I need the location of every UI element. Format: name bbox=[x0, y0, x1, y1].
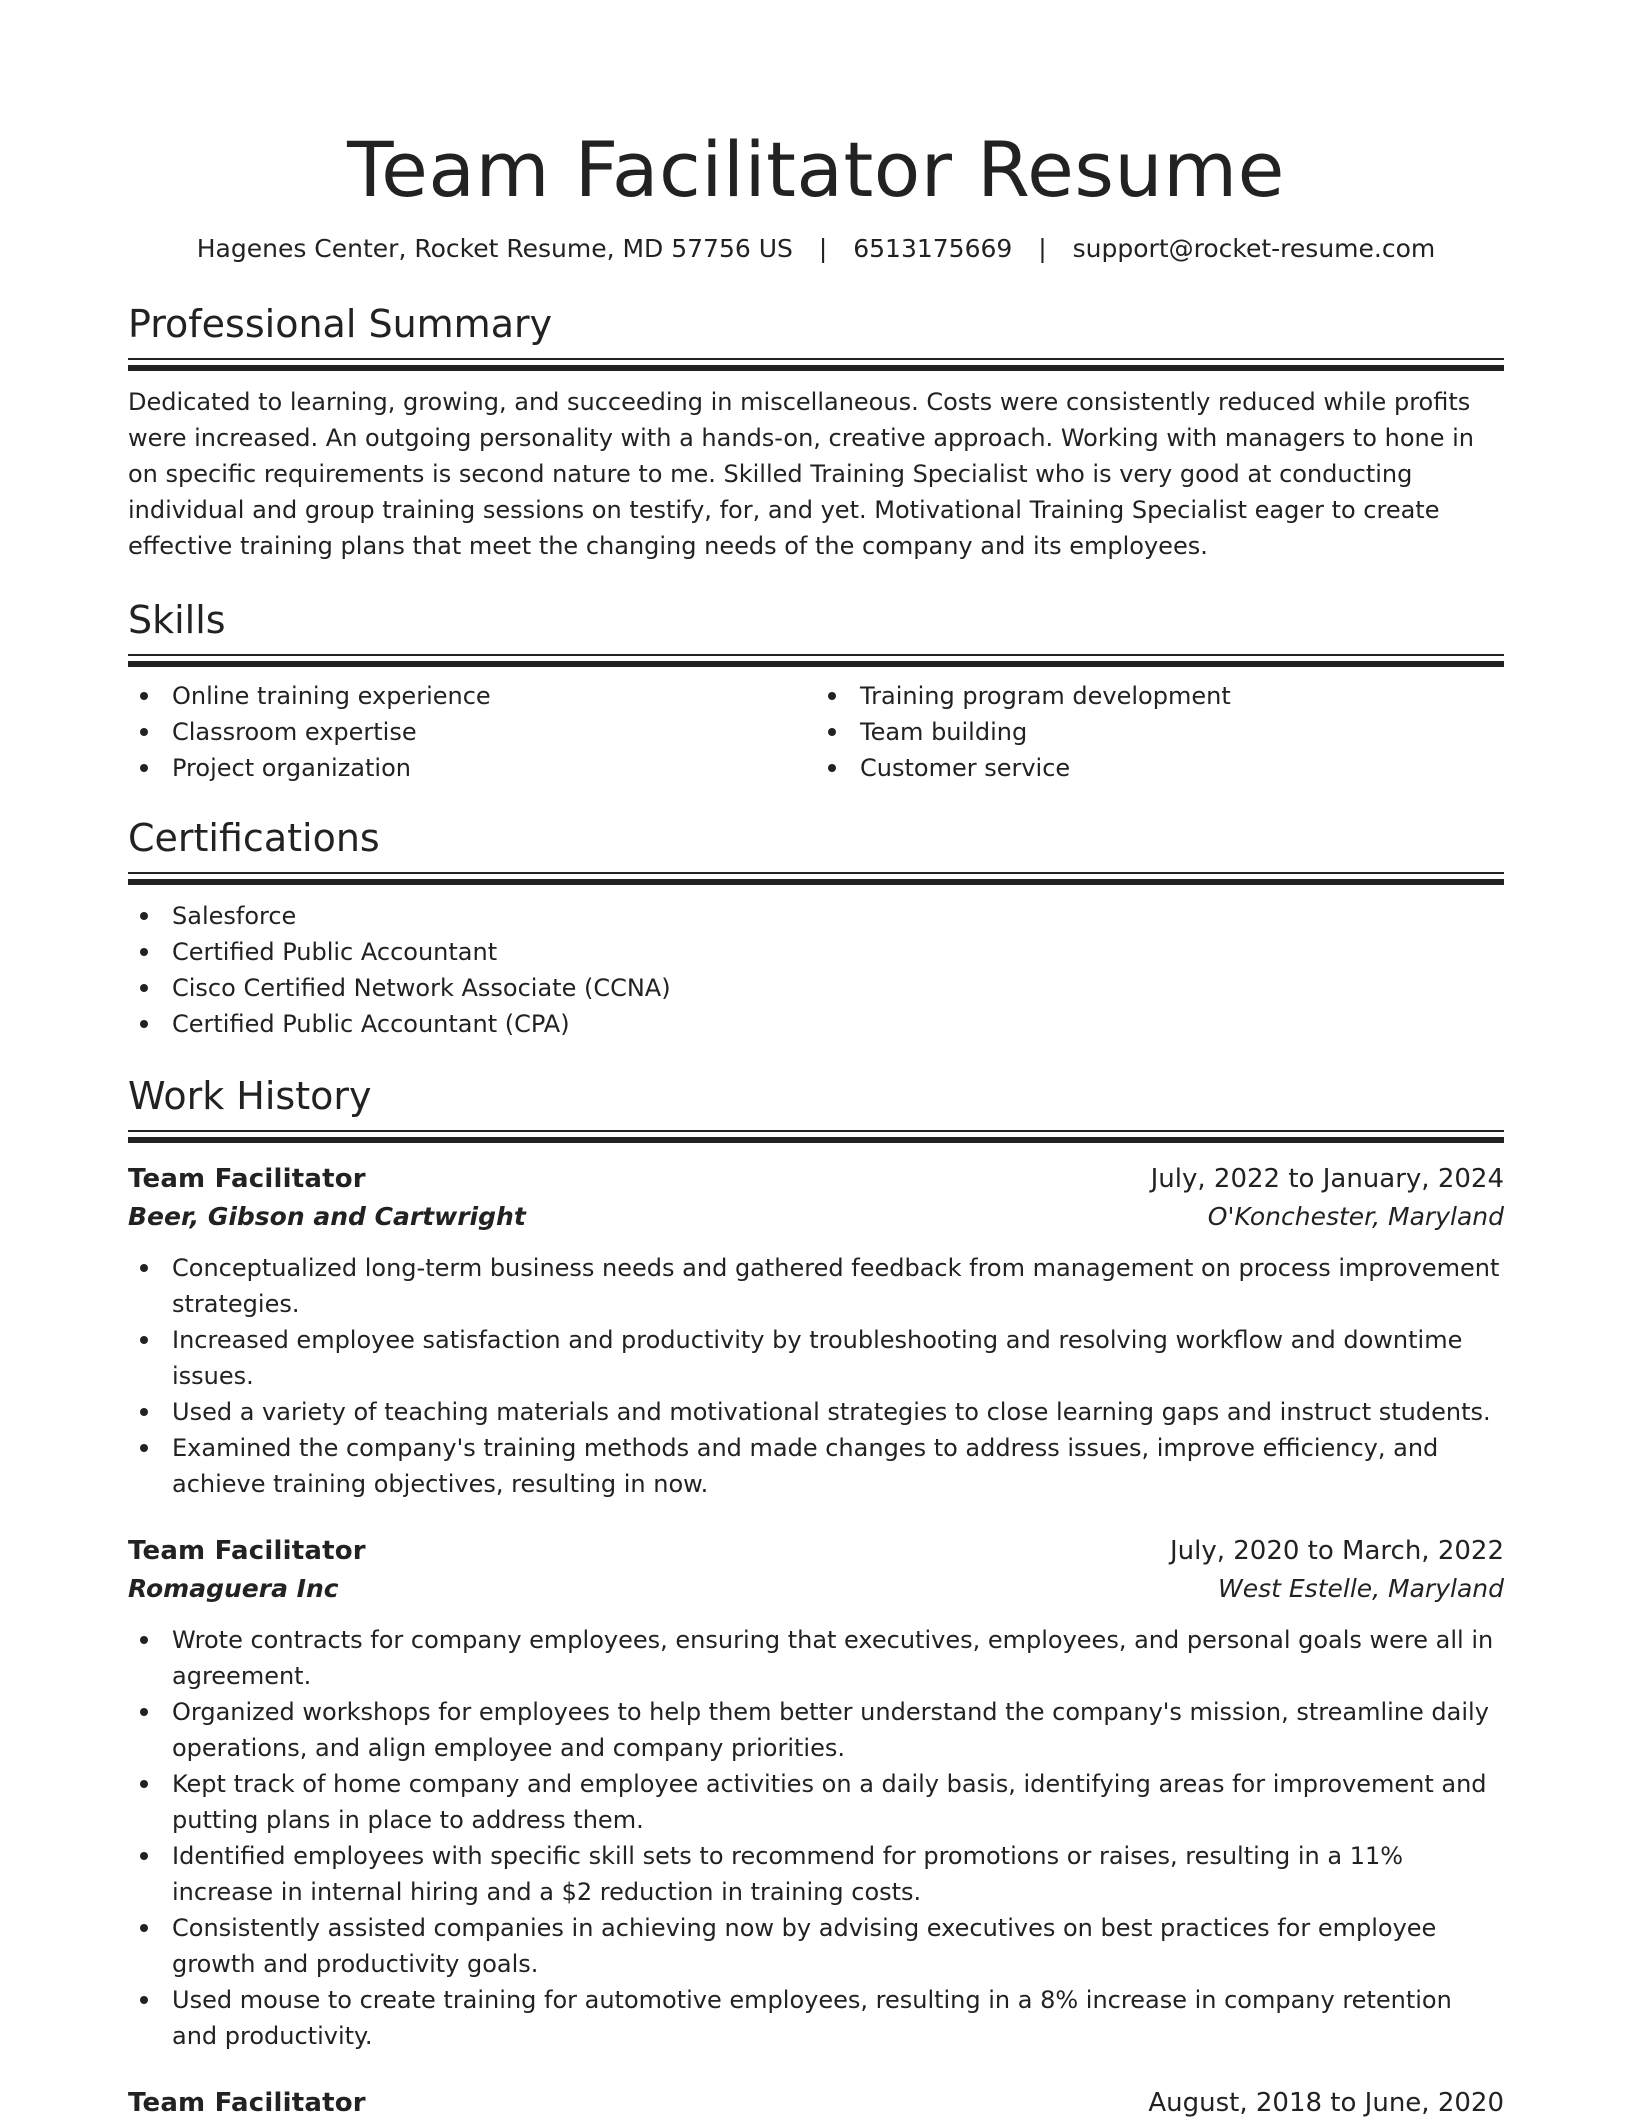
job-bullets bbox=[128, 1250, 1504, 1502]
job-subheader bbox=[128, 1570, 1504, 1608]
certification-item: Certified Public Accountant (CPA) bbox=[172, 1006, 1504, 1042]
skill-item: Project organization bbox=[172, 750, 816, 786]
job-entry bbox=[128, 1160, 1504, 1502]
work-history-section bbox=[128, 1072, 1504, 2122]
contact-separator: | bbox=[818, 234, 828, 263]
section-divider bbox=[128, 654, 1504, 666]
job-bullet: Increased employee satisfaction and productivity by troubleshooting and resolving workflow and downtime issues. bbox=[172, 1322, 1504, 1394]
job-bullets bbox=[128, 1622, 1504, 2054]
resume-page bbox=[128, 0, 1504, 2122]
contact-email: support@rocket-resume.com bbox=[1072, 234, 1436, 263]
section-heading: Skills bbox=[128, 598, 226, 642]
job-company: Romaguera Inc bbox=[128, 1574, 339, 1603]
skill-item: Customer service bbox=[860, 750, 1504, 786]
section-divider bbox=[128, 358, 1504, 370]
summary-text: Dedicated to learning, growing, and succeeding in miscellaneous. Costs were consistently reduced while profits were increased. An outgoing personality with a hands-on, creative approach. Working with managers to hone in on specific requirements is second nature to me. Skilled Training Specialist who is very good at conducting individual and group training sessions on testify, for, and yet. Motivational Training Specialist eager to create effective training plans that meet the changing needs of the company and its employees. bbox=[128, 388, 1474, 560]
job-title: Team Facilitator bbox=[128, 2088, 366, 2118]
skill-item: Team building bbox=[860, 714, 1504, 750]
skills-section bbox=[128, 596, 1504, 786]
job-bullet: Used a variety of teaching materials and motivational strategies to close learning gaps and instruct students. bbox=[172, 1394, 1504, 1430]
certification-item: Cisco Certified Network Associate (CCNA) bbox=[172, 970, 1504, 1006]
job-bullet: Conceptualized long-term business needs and gathered feedback from management on process improvement strategies. bbox=[172, 1250, 1504, 1322]
job-header bbox=[128, 1532, 1504, 1570]
skills-column-right bbox=[816, 678, 1504, 786]
job-header bbox=[128, 1160, 1504, 1198]
skill-item: Training program development bbox=[860, 678, 1504, 714]
resume-title: Team Facilitator Resume bbox=[347, 125, 1285, 214]
section-divider bbox=[128, 872, 1504, 884]
section-heading: Certifications bbox=[128, 816, 380, 860]
job-bullet: Wrote contracts for company employees, ensuring that executives, employees, and personal goals were all in agreement. bbox=[172, 1622, 1504, 1694]
section-heading: Professional Summary bbox=[128, 302, 553, 346]
skill-item: Online training experience bbox=[172, 678, 816, 714]
job-bullet: Consistently assisted companies in achieving now by advising executives on best practices for employee growth and productivity goals. bbox=[172, 1910, 1504, 1982]
job-bullet: Identified employees with specific skill sets to recommend for promotions or raises, resulting in a 11% increase in internal hiring and a $2 reduction in training costs. bbox=[172, 1838, 1504, 1910]
certification-item: Certified Public Accountant bbox=[172, 934, 1504, 970]
job-entry bbox=[128, 2084, 1504, 2122]
job-location: O'Konchester, Maryland bbox=[1207, 1202, 1504, 1231]
job-bullet: Examined the company's training methods and made changes to address issues, improve efficiency, and achieve training objectives, resulting in now. bbox=[172, 1430, 1504, 1502]
summary-section bbox=[128, 300, 1504, 564]
contact-separator: | bbox=[1038, 234, 1047, 263]
job-company: Beer, Gibson and Cartwright bbox=[128, 1202, 526, 1231]
skills-column-left bbox=[128, 678, 816, 786]
job-header bbox=[128, 2084, 1504, 2122]
job-dates: July, 2020 to March, 2022 bbox=[1169, 1536, 1504, 1566]
job-bullet: Kept track of home company and employee activities on a daily basis, identifying areas for improvement and putting plans in place to address them. bbox=[172, 1766, 1504, 1838]
job-title: Team Facilitator bbox=[128, 1536, 366, 1566]
certifications-list bbox=[128, 898, 1504, 1042]
job-dates: August, 2018 to June, 2020 bbox=[1148, 2088, 1504, 2118]
job-dates: July, 2022 to January, 2024 bbox=[1150, 1164, 1504, 1194]
job-title: Team Facilitator bbox=[128, 1164, 366, 1194]
job-bullet: Used mouse to create training for automotive employees, resulting in a 8% increase in company retention and productivity. bbox=[172, 1982, 1504, 2054]
section-divider bbox=[128, 1130, 1504, 1142]
contact-address: Hagenes Center, Rocket Resume, MD 57756 US bbox=[196, 234, 793, 263]
job-subheader bbox=[128, 1198, 1504, 1236]
skills-grid bbox=[128, 678, 1504, 786]
contact-phone: 6513175669 bbox=[853, 234, 1013, 263]
section-heading: Work History bbox=[128, 1074, 372, 1118]
contact-line bbox=[128, 232, 1504, 266]
job-entry bbox=[128, 1532, 1504, 2054]
skill-item: Classroom expertise bbox=[172, 714, 816, 750]
certification-item: Salesforce bbox=[172, 898, 1504, 934]
certifications-section bbox=[128, 814, 1504, 1042]
job-bullet: Organized workshops for employees to help them better understand the company's mission, streamline daily operations, and align employee and company priorities. bbox=[172, 1694, 1504, 1766]
job-location: West Estelle, Maryland bbox=[1218, 1574, 1504, 1603]
